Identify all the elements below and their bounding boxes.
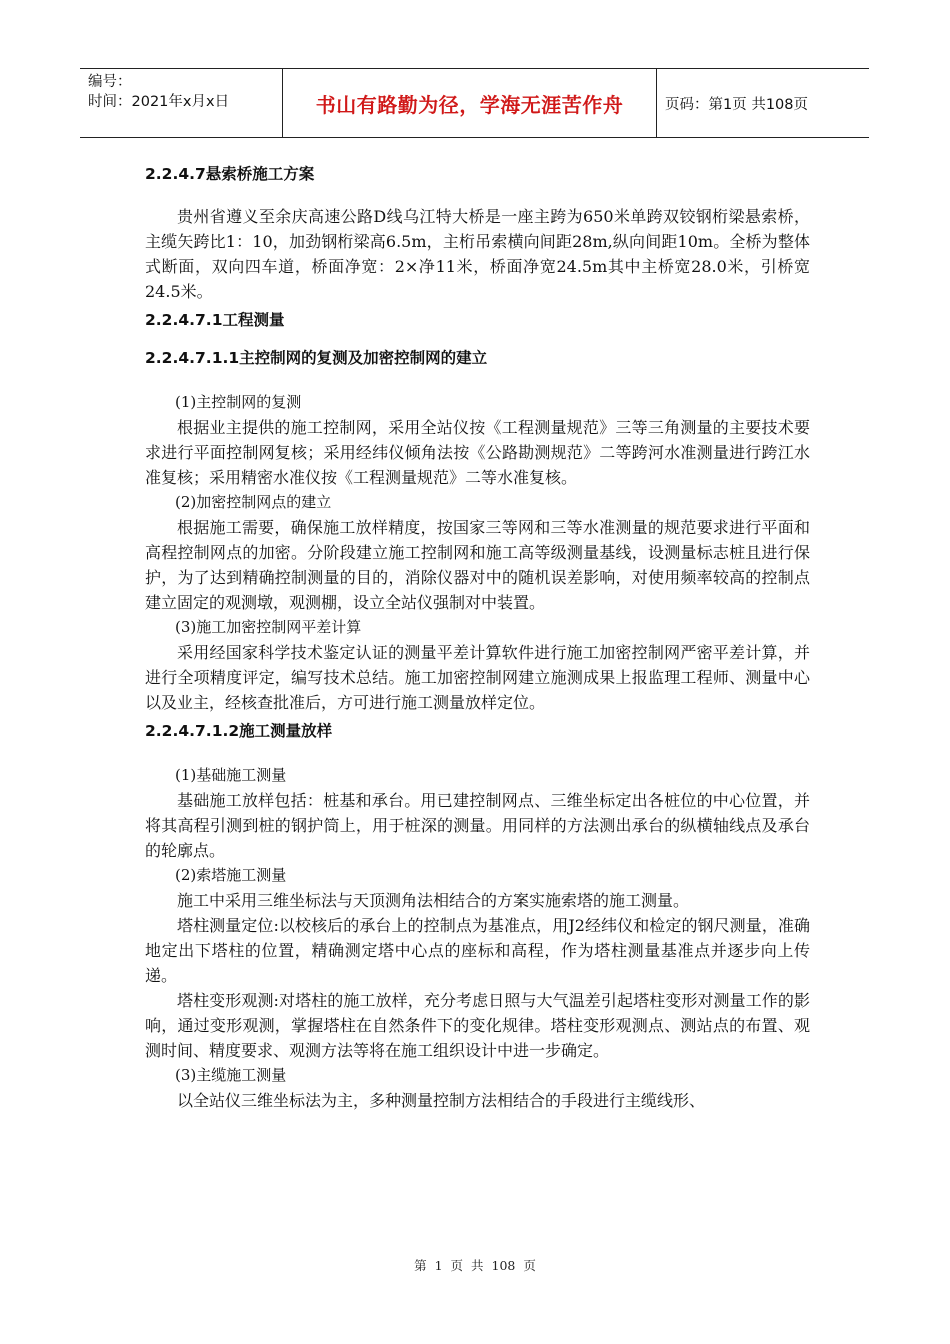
subheading: (2)索塔施工测量 (175, 866, 287, 884)
subheading: (1)基础施工测量 (175, 766, 287, 784)
section-heading: 2.2.4.7.1.1主控制网的复测及加密控制网的建立 (145, 349, 488, 367)
document-date: 时间：2021年x月x日 (88, 94, 230, 110)
document-number-label: 编号： (88, 74, 132, 90)
paragraph: 基础施工放样包括：桩基和承台。用已建控制网点、三维坐标定出各桩位的中心位置，并将其高程引测到桩的钢护筒上，用于桩深的测量。用同样的方法测出承台的纵横轴线点及承台的轮廓点。 (145, 791, 810, 860)
subheading: (3)主缆施工测量 (175, 1066, 287, 1084)
page-header (80, 68, 869, 138)
paragraph: 根据业主提供的施工控制网，采用全站仪按《工程测量规范》三等三角测量的主要技术要求进行平面控制网复核；采用经纬仪倾角法按《公路勘测规范》二等跨河水准测量进行跨江水准复核；采用精密水准仪按《工程测量规范》二等水准复核。 (145, 418, 810, 487)
subheading: (2)加密控制网点的建立 (175, 493, 332, 511)
paragraph: 施工中采用三维坐标法与天顶测角法相结合的方案实施索塔的施工测量。 (177, 891, 690, 910)
subheading: (1)主控制网的复测 (175, 393, 302, 411)
header-motto: 书山有路勤为径，学海无涯苦作舟 (283, 69, 657, 137)
section-heading: 2.2.4.7.1工程测量 (145, 311, 285, 329)
paragraph: 根据施工需要，确保施工放样精度，按国家三等网和三等水准测量的规范要求进行平面和高程控制网点的加密。分阶段建立施工控制网和施工高等级测量基线，设测量标志桩且进行保护，为了达到精确控制测量的目的，消除仪器对中的随机误差影响，对使用频率较高的控制点建立固定的观测墩，观测棚，设立全站仪强制对中装置。 (145, 518, 810, 612)
paragraph: 塔柱变形观测:对塔柱的施工放样，充分考虑日照与大气温差引起塔柱变形对测量工作的影响，通过变形观测，掌握塔柱在自然条件下的变化规律。塔柱变形观测点、测站点的布置、观测时间、精度要求、观测方法等将在施工组织设计中进一步确定。 (145, 991, 810, 1060)
section-heading: 2.2.4.7.1.2施工测量放样 (145, 722, 333, 740)
header-page-info: 页码：第1页 共108页 (665, 96, 809, 113)
document-body (145, 158, 810, 1113)
subheading: (3)施工加密控制网平差计算 (175, 618, 362, 636)
section-heading: 2.2.4.7悬索桥施工方案 (145, 165, 315, 183)
paragraph: 贵州省遵义至余庆高速公路D线乌江特大桥是一座主跨为650米单跨双铰钢桁梁悬索桥，主缆矢跨比1：10，加劲钢桁梁高6.5m，主桁吊索横向间距28m,纵向间距10m。全桥为整体式断面，双向四车道，桥面净宽：2×净11米，桥面净宽24.5m其中主桥宽28.0米，引桥宽24.5米。 (145, 207, 810, 301)
paragraph: 塔柱测量定位:以校核后的承台上的控制点为基准点，用J2经纬仪和检定的钢尺测量，准确地定出下塔柱的位置，精确测定塔中心点的座标和高程，作为塔柱测量基准点并逐步向上传递。 (145, 916, 810, 985)
paragraph: 以全站仪三维坐标法为主，多种测量控制方法相结合的手段进行主缆线形、 (177, 1091, 706, 1110)
paragraph: 采用经国家科学技术鉴定认证的测量平差计算软件进行施工加密控制网严密平差计算，并进行全项精度评定，编写技术总结。施工加密控制网建立施测成果上报监理工程师、测量中心以及业主，经核查批准后，方可进行施工测量放样定位。 (145, 643, 810, 712)
page-footer: 第 1 页 共 108 页 (414, 1258, 536, 1273)
header-meta (80, 69, 283, 137)
